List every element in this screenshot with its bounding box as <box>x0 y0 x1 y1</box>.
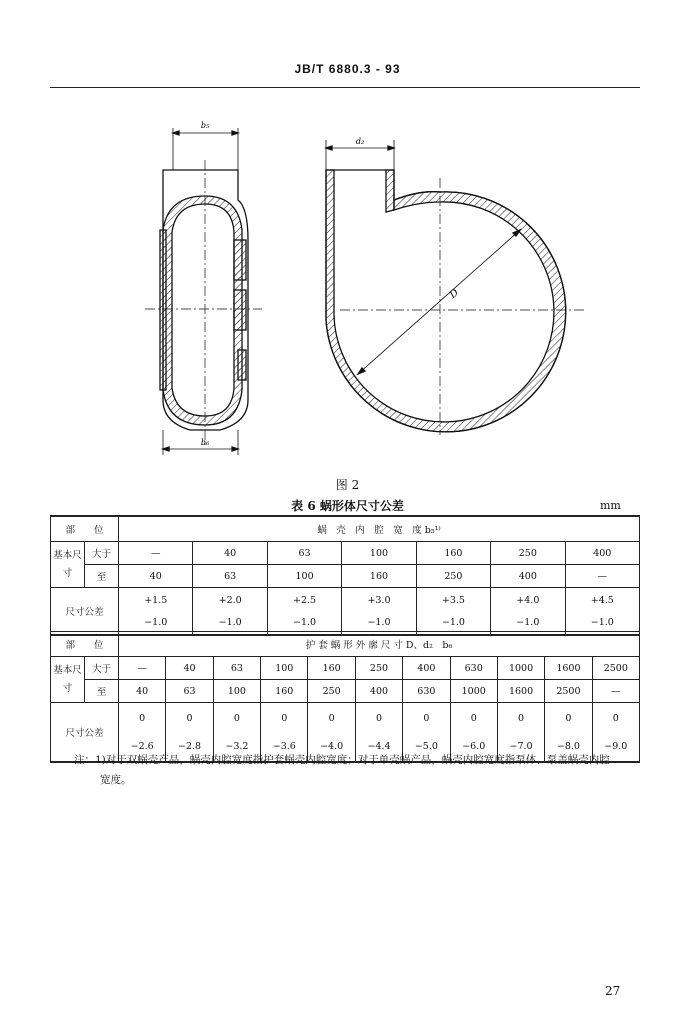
tol-upper: 0 <box>375 712 383 724</box>
cell: 400 <box>565 542 639 565</box>
b5-label: b₅ <box>200 121 210 130</box>
tol-upper: +4.0 <box>516 594 540 606</box>
cell: 40 <box>166 657 213 680</box>
cell: 40 <box>193 542 267 565</box>
cell: 63 <box>193 565 267 588</box>
cell: 100 <box>342 542 416 565</box>
row-up-to <box>51 680 640 703</box>
tolerance-cell <box>193 588 267 636</box>
tolerance-label: 尺寸公差 <box>51 703 119 763</box>
tol-lower: −6.0 <box>462 740 486 752</box>
tol-lower: −1.0 <box>367 616 391 628</box>
tol-lower: −8.0 <box>556 740 580 752</box>
cell: 100 <box>267 565 341 588</box>
tol-lower: −3.6 <box>272 740 296 752</box>
cell: — <box>119 542 193 565</box>
part-label: 部 位 <box>51 632 119 657</box>
tol-upper: +1.5 <box>144 594 168 606</box>
volute-drawing <box>0 100 695 470</box>
cell: 400 <box>355 680 402 703</box>
tolerance-cell <box>491 588 565 636</box>
basic-size-label: 基本尺寸 <box>51 542 85 588</box>
cell: 63 <box>166 680 213 703</box>
tol-upper: +2.5 <box>293 594 317 606</box>
tol-upper: 0 <box>423 712 430 724</box>
row-up-to <box>51 565 640 588</box>
tol-lower: −4.4 <box>367 740 391 752</box>
tolerance-cell <box>416 588 490 636</box>
tol-upper: 0 <box>281 712 288 724</box>
row-tolerance <box>51 588 640 636</box>
cell: 160 <box>416 542 490 565</box>
tol-upper: +4.5 <box>590 594 614 606</box>
tol-lower: −1.0 <box>441 616 465 628</box>
tol-upper: 0 <box>139 712 146 724</box>
cell: 160 <box>342 565 416 588</box>
table7-casing-profile-tolerance <box>50 631 640 763</box>
tol-upper: +3.0 <box>367 594 391 606</box>
tolerance-cell <box>342 588 416 636</box>
volute-view <box>326 140 585 435</box>
cell: 2500 <box>545 680 592 703</box>
upto-label: 至 <box>85 565 119 588</box>
column-header: 蜗 壳 内 腔 宽 度 b₅¹⁾ <box>119 516 640 542</box>
cell: 40 <box>119 565 193 588</box>
page-number: 27 <box>605 984 621 998</box>
cell: — <box>565 565 639 588</box>
tol-lower: −9.0 <box>604 740 628 752</box>
cell: — <box>119 657 166 680</box>
column-header: 护 套 蜗 形 外 廓 尺 寸 D、d₂ b₆ <box>119 632 640 657</box>
cell: 63 <box>267 542 341 565</box>
cell: 400 <box>403 657 450 680</box>
section-view <box>145 128 262 455</box>
tol-lower: −1.0 <box>590 616 614 628</box>
row-greater-than <box>51 542 640 565</box>
figure-caption: 图 2 <box>335 478 360 492</box>
footnote-line-1: 注：1)对于双蜗壳产品，蜗壳内腔宽度指护套蜗壳内腔宽度；对于单壳蜗产品，蜗壳内腔宽度指泵体、泵盖蜗壳内腔 <box>74 754 610 766</box>
tol-lower: −2.8 <box>178 740 202 752</box>
cell: 40 <box>119 680 166 703</box>
tolerance-label: 尺寸公差 <box>51 588 119 636</box>
tol-upper: 0 <box>612 712 619 724</box>
tol-upper: 0 <box>565 712 572 724</box>
tol-lower: −1.0 <box>516 616 540 628</box>
tol-upper: 0 <box>233 712 240 724</box>
tol-upper: +2.0 <box>218 594 242 606</box>
footnote-line-2: 宽度。 <box>100 774 132 786</box>
tol-lower: −2.6 <box>130 740 154 752</box>
cell: 250 <box>491 542 565 565</box>
row-greater-than <box>51 657 640 680</box>
cell: 250 <box>308 680 355 703</box>
cell: 630 <box>450 657 497 680</box>
unit-label: mm <box>600 499 621 512</box>
cell: 1600 <box>497 680 544 703</box>
cell: 1600 <box>545 657 592 680</box>
d2-label: d₂ <box>355 137 365 146</box>
tol-lower: −1.0 <box>293 616 317 628</box>
tol-lower: −5.0 <box>414 740 438 752</box>
cell: — <box>592 680 639 703</box>
cell: 1000 <box>497 657 544 680</box>
cell: 400 <box>491 565 565 588</box>
cell: 100 <box>213 680 260 703</box>
tolerance-cell <box>119 588 193 636</box>
tol-upper: 0 <box>470 712 477 724</box>
table6-caption: 表 6 蜗形体尺寸公差 <box>291 499 404 513</box>
tol-lower: −7.0 <box>509 740 533 752</box>
footnote <box>74 750 644 790</box>
greater-label: 大于 <box>85 542 119 565</box>
basic-size-label: 基本尺寸 <box>51 657 85 703</box>
D-label: D <box>447 287 462 301</box>
tol-upper: 0 <box>186 712 193 724</box>
tolerance-cell <box>565 588 639 636</box>
tolerance-cell <box>267 588 341 636</box>
cell: 160 <box>261 680 308 703</box>
tol-lower: −4.0 <box>320 740 344 752</box>
cell: 250 <box>416 565 490 588</box>
cell: 250 <box>355 657 402 680</box>
tol-lower: −1.0 <box>218 616 242 628</box>
b6-label: b₆ <box>200 438 210 447</box>
tol-lower: −3.2 <box>225 740 249 752</box>
upto-label: 至 <box>85 680 119 703</box>
part-label: 部 位 <box>51 516 119 542</box>
greater-label: 大于 <box>85 657 119 680</box>
tol-upper: 0 <box>328 712 335 724</box>
cell: 2500 <box>592 657 639 680</box>
tol-upper: 0 <box>518 712 525 724</box>
cell: 1000 <box>450 680 497 703</box>
tol-upper: +3.5 <box>441 594 465 606</box>
cell: 100 <box>261 657 308 680</box>
table6-volute-width-tolerance <box>50 515 640 636</box>
cell: 630 <box>403 680 450 703</box>
cell: 63 <box>213 657 260 680</box>
header-rule <box>50 87 640 88</box>
standard-code-header: JB/T 6880.3 - 93 <box>294 62 401 76</box>
tol-lower: −1.0 <box>144 616 168 628</box>
cell: 160 <box>308 657 355 680</box>
